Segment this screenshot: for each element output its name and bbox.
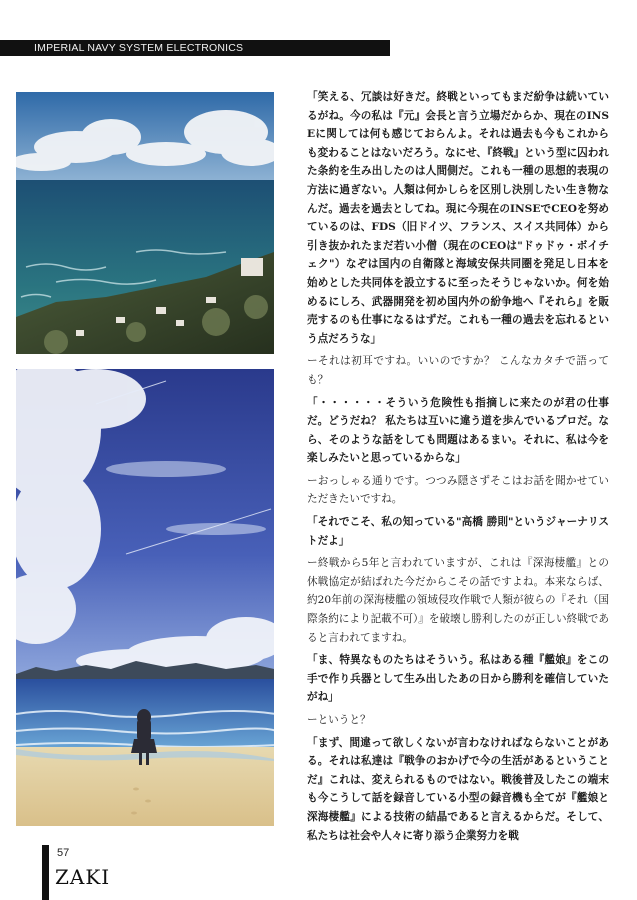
coastline-photo: [16, 92, 274, 354]
header-title: IMPERIAL NAVY SYSTEM ELECTRONICS: [34, 42, 244, 54]
paragraph: ー終戦から5年と言われていますが、これは『深海棲艦』との休戦協定が結ばれた今だからこその話ですよね。本来ならば、約20年前の深海棲艦の領域侵攻作戦で人類が彼らの『それ（国際条約により記載不可）』を破壊し勝利したのが正しい終戦であると言われてますね。: [307, 557, 609, 644]
paragraph: ーそれは初耳ですね。いいのですか？ こんなカタチで語っても？: [307, 355, 609, 386]
paragraph: 「まず、間違って欲しくないが言わなければならないことがある。それは私達は『戦争のおかげで今の生活があるということだ』これは、変えられるものではない。戦後普及したこの端末も今こうして話を録音している小型の録音機も全てが『艦娘と深海棲艦』による技術の結晶であると言えるからだ。そして、私たちは社会や人々に寄り添う企業努力を戦: [307, 736, 609, 842]
beach-illustration: [16, 369, 274, 826]
page-number: 57: [57, 847, 70, 859]
footer-label: ZAKI: [55, 865, 111, 889]
paragraph: 「ま、特異なものたちはそういう。私はある種『艦娘』をこの手で作り兵器として生み出したあの日から勝利を確信していたがね」: [307, 654, 609, 704]
paragraph: 「・・・・・・そういう危険性も指摘しに来たのが君の仕事だ。どうだね？ 私たちは互いに違う道を歩んでいるプロだ。なら、そのような話をしても問題はあるまい。それに、私は今を楽しみたいと思っているからな」: [307, 396, 609, 465]
paragraph: 「笑える、冗談は好きだ。終戦といってもまだ紛争は続いているがね。今の私は『元』会長と言う立場だからか、現在のINSEに関しては何も感じておらんよ。それは過去も今もこれからも変わることはないだろう。なにせ、『終戦』という型に囚われた条約を生み出したのは人間側だ。これも一種の思想的表現の方法に過ぎない。人類は何かしらを区別し決別したい生き物なんだ。過去を過去としてね。現に今現在のINSEでCEOを努めているのは、FDS（旧ドイツ、フランス、スイス共同体）から引き抜かれたまだ若い小僧（現在のCEOは"ドゥドゥ・ボイチェク"）なぞは国内の自衛隊と海域安保共同圏を発足し日本を始めとした共同体を設立するに至ったそうじゃないか。何を始めるにしろ、武器開発を初め国内外の紛争地へ『それら』を販売するのも仕事になるはずだ。これも一種の過去を忘れるという点だろうな」: [307, 91, 609, 345]
article-column: [307, 88, 609, 849]
paragraph: ーおっしゃる通りです。つつみ隠さずそこはお話を聞かせていただきたいですね。: [307, 474, 609, 506]
footer-bar: [42, 845, 49, 900]
paragraph: 「それでこそ、私の知っている"高橋 勝則"というジャーナリストだよ」: [307, 516, 609, 547]
paragraph: ーというと？: [307, 714, 371, 726]
